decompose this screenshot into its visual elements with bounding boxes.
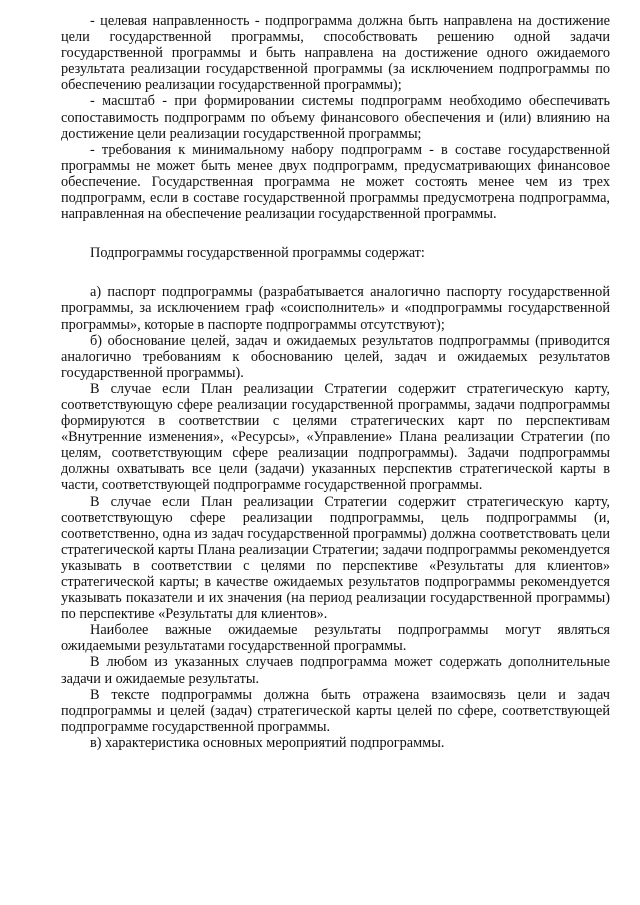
paragraph-scale: - масштаб - при формировании системы подпрограмм необходимо обеспечивать сопоставимость подпрограмм по объему финансового обеспечения и (или) влиянию на достижение цели реализации государственной программы; [61,93,610,142]
paragraph-subprograms-contain: Подпрограммы государственной программы содержат: [90,245,425,262]
paragraph-item-b-justification: б) обоснование целей, задач и ожидаемых результатов подпрограммы (приводится аналогично требованиям к обоснованию целей, задач и ожидаемых результатов государственной программы). [61,332,610,381]
paragraph-additional-tasks: В любом из указанных случаев подпрограмма может содержать дополнительные задачи и ожидаемые результаты. [61,654,610,687]
paragraph-target-orientation: - целевая направленность - подпрограмма должна быть направлена на достижение цели государственной программы, способствовать решению одной задачи государственной программы и быть направлена на достижение одного ожидаемого результата реализации государственной программы (за исключением подпрограммы по обеспечению реализации государственной программы); [61,13,610,94]
paragraph-item-c-activities: в) характеристика основных мероприятий подпрограммы. [90,734,445,751]
paragraph-minimum-set: - требования к минимальному набору подпрограмм - в составе государственной программы не может быть менее двух подпрограмм, предусматривающих финансовое обеспечение. Государственная программа не может состоять менее чем из трех подпрограмм, если в составе государственной программы предусмотрена подпрограмма, направленная на обеспечение реализации государственной программы. [61,141,610,223]
paragraph-strategy-map-case-2: В случае если План реализации Стратегии содержит стратегическую карту, соответствующую сфере реализации подпрограммы, цель подпрограммы (и, соответственно, одна из задач государственной программы) должна соответствовать цели стратегической карты Плана реализации Стратегии; задачи подпрограммы рекомендуется указывать в соответствии с целями по перспективе «Результаты для клиентов» стратегической карты; в качестве ожидаемых результатов подпрограммы рекомендуется указывать показатели и их значения (на период реализации государственной программы) по перспективе «Результаты для клиентов». [61,493,610,623]
paragraph-interrelation: В тексте подпрограммы должна быть отражена взаимосвязь цели и задач подпрограммы и целей (задач) стратегической карты целей по сфере, соответствующей подпрограмме государственной программы. [61,686,610,735]
paragraph-item-a-passport: а) паспорт подпрограммы (разрабатывается аналогично паспорту государственной программы, за исключением граф «соисполнитель» и «подпрограммы государственной программы», которые в паспорте подпрограммы отсутствуют); [61,284,610,333]
paragraph-strategy-map-case-1: В случае если План реализации Стратегии содержит стратегическую карту, соответствующую сфере реализации государственной программы, задачи подпрограммы формируются в соответствии с целями стратегических карт по перспективам «Внутренние изменения», «Ресурсы», «Управление» Плана реализации Стратегии (по целям, соответствующим сфере реализации подпрограммы). Задачи подпрограммы должны охватывать все цели (задачи) указанных перспектив стратегической карты в части, соответствующей подпрограмме государственной программы. [61,380,610,494]
paragraph-important-results: Наиболее важные ожидаемые результаты подпрограммы могут являться ожидаемыми результатами государственной программы. [61,622,610,655]
